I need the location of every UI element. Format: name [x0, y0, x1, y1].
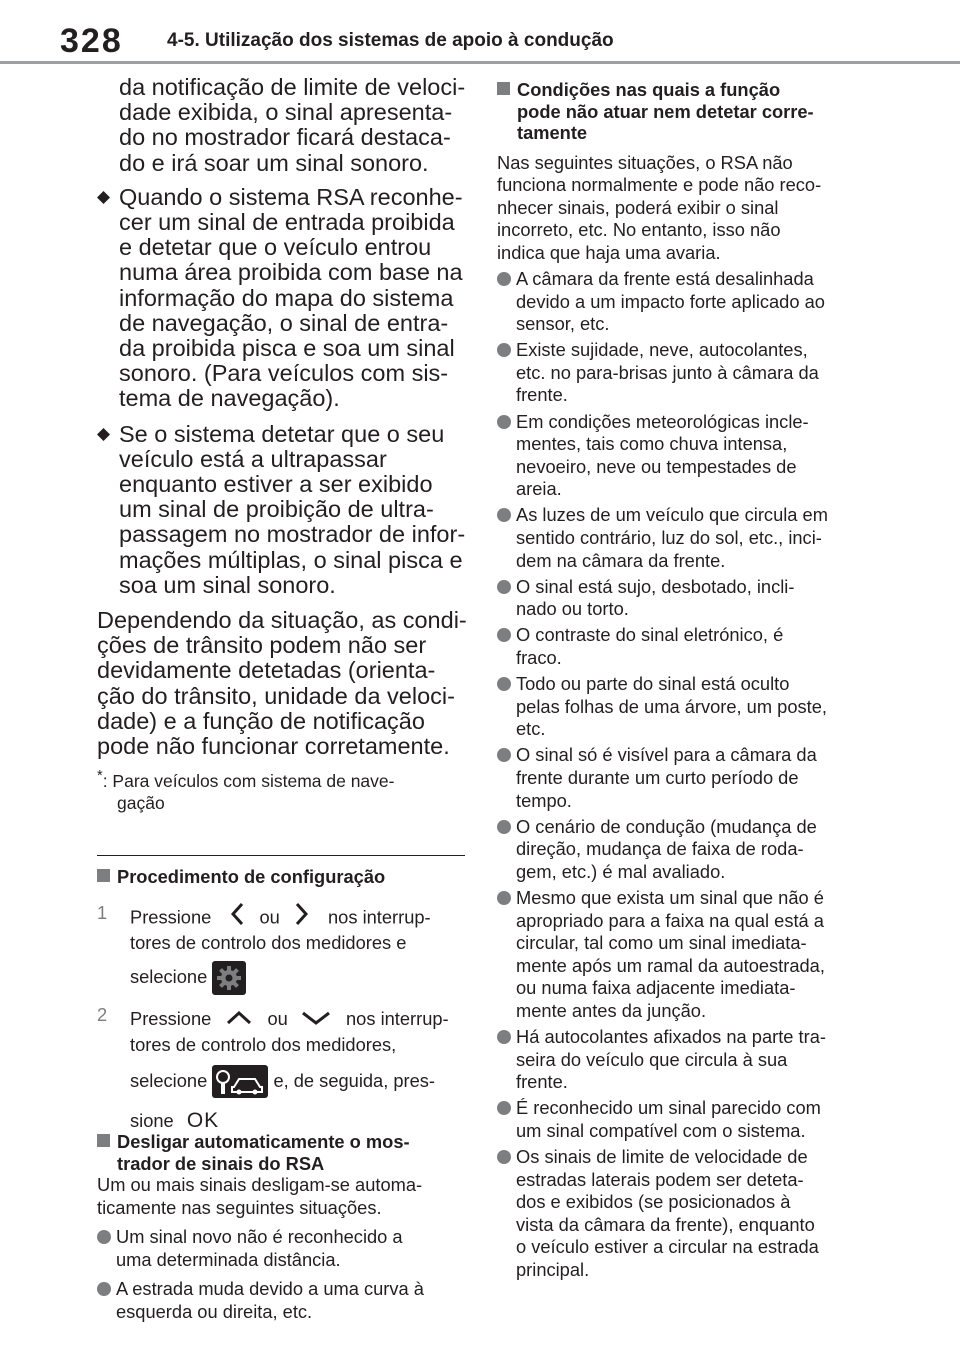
- text-line: um sinal compatível com o sistema.: [516, 1119, 806, 1141]
- text-line: circular, tal como um sinal imediata-: [516, 932, 807, 954]
- text-line: gem, etc.) é mal avaliado.: [516, 860, 726, 882]
- dot-bullet-item: [497, 268, 867, 336]
- dot-bullet-item: [497, 1026, 867, 1094]
- text-line: dade) e a função de notificação: [97, 707, 425, 734]
- text-line: soa um sinal sonoro.: [119, 571, 336, 598]
- text-line: estradas laterais podem ser deteta-: [516, 1168, 804, 1190]
- section-divider: [97, 855, 465, 856]
- text-line: A estrada muda devido a uma curva à: [116, 1278, 424, 1300]
- heading-text: Procedimento de configuração: [117, 866, 386, 887]
- text-line: dade exibida, o sinal apresenta-: [119, 99, 453, 126]
- text-line: Se o sistema detetar que o seu: [119, 420, 445, 447]
- dot-bullet-icon: [497, 628, 511, 642]
- dot-bullet-icon: [497, 748, 511, 762]
- text-line: ticamente nas seguintes situações.: [97, 1196, 382, 1218]
- text-line: esquerda ou direita, etc.: [116, 1300, 313, 1322]
- step-text-part: ou: [259, 905, 280, 927]
- diamond-bullet-item: [97, 185, 467, 412]
- text-line: Condições nas quais a função: [517, 79, 781, 100]
- text-line: sonoro. (Para veículos com sis-: [119, 360, 449, 387]
- conditions-heading: [497, 79, 867, 144]
- conditions-list: [497, 268, 867, 1282]
- diamond-bullet-icon: [97, 191, 110, 204]
- text-line: veículo está a ultrapassar: [119, 445, 387, 472]
- text-line: e detetar que o veículo entrou: [119, 234, 432, 261]
- text-line: mentes, tais como chuva intensa,: [516, 433, 788, 455]
- text-line: Mesmo que exista um sinal que não é: [516, 886, 824, 908]
- text-line: do e irá soar um sinal sonoro.: [119, 149, 429, 176]
- square-bullet-icon: [97, 869, 110, 882]
- dot-bullet-icon: [497, 677, 511, 691]
- dot-bullet-icon: [97, 1230, 111, 1244]
- chevron-up-icon: [226, 1005, 252, 1035]
- text-line: frente durante um curto período de: [516, 766, 799, 788]
- text-line: tores de controlo dos medidores,: [130, 1033, 397, 1055]
- text-line: Dependendo da situação, as condi-: [97, 607, 467, 634]
- text-line: O sinal só é visível para a câmara da: [516, 744, 817, 766]
- text-line: Existe sujidade, neve, autocolantes,: [516, 339, 808, 361]
- step-text-part: nos interrup-: [346, 1007, 449, 1029]
- dot-bullet-item: [497, 1146, 867, 1282]
- text-line: Nas seguintes situações, o RSA não: [497, 151, 793, 173]
- step-text-part: Pressione: [130, 905, 212, 927]
- text-line: O cenário de condução (mudança de: [516, 815, 817, 837]
- dot-bullet-icon: [497, 1101, 511, 1115]
- dot-bullet-icon: [97, 1282, 111, 1296]
- dot-bullet-item: [497, 673, 867, 741]
- text-line: tores de controlo dos medidores e: [130, 931, 407, 953]
- step-text-part: nos interrup-: [328, 905, 431, 927]
- text-line: O sinal está sujo, desbotado, incli-: [516, 575, 795, 597]
- footnote-star: *: [97, 768, 103, 785]
- text-line: ções de trânsito podem não ser: [97, 632, 427, 659]
- procedure-heading: [97, 866, 467, 888]
- dot-bullet-item: [497, 504, 867, 572]
- text-line: tempo.: [516, 789, 572, 811]
- text-line: Os sinais de limite de velocidade de: [516, 1145, 808, 1167]
- chevron-left-icon: [230, 902, 244, 935]
- text-line: Desligar automaticamente o mos-: [117, 1131, 410, 1152]
- text-line: É reconhecido um sinal parecido com: [516, 1097, 821, 1119]
- text-line: tamente: [517, 122, 588, 143]
- step-text: [97, 1004, 467, 1138]
- dot-bullet-icon: [497, 415, 511, 429]
- text-line: devidamente detetadas (orienta-: [97, 657, 436, 684]
- text-line: Em condições meteorológicas incle-: [516, 410, 809, 432]
- step-1: [97, 902, 467, 996]
- auto-off-intro: [97, 1174, 469, 1219]
- dot-bullet-item: [497, 576, 867, 621]
- diamond-bullet-item: [97, 422, 467, 598]
- text-line: da proibida pisca e soa um sinal: [119, 335, 455, 362]
- text-line: ou numa faixa adjacente imediata-: [516, 977, 796, 999]
- text-line: dem na câmara da frente.: [516, 549, 726, 571]
- page-number: 328: [60, 22, 123, 60]
- text-line: nevoeiro, neve ou tempestades de: [516, 455, 797, 477]
- dot-bullet-item: [97, 1278, 469, 1323]
- text-line: nado ou torto.: [516, 598, 629, 620]
- text-line: de navegação, o sinal de entra-: [119, 309, 449, 336]
- step-text-part: selecione: [130, 965, 208, 987]
- diamond-bullet-icon: [97, 428, 110, 441]
- text-line: numa área proibida com base na: [119, 259, 463, 286]
- dot-bullet-icon: [497, 580, 511, 594]
- step-text: [97, 902, 467, 996]
- dot-bullet-item: [497, 339, 867, 407]
- text-line: A câmara da frente está desalinhada: [516, 267, 814, 289]
- section-title: 4-5. Utilização dos sistemas de apoio à condução: [167, 30, 614, 51]
- auto-off-section: [97, 1131, 469, 1324]
- dot-bullet-icon: [497, 1150, 511, 1164]
- step-text-part: ou: [267, 1007, 288, 1029]
- step-text-part: Pressione: [130, 1007, 212, 1029]
- dot-bullet-item: [497, 1097, 867, 1142]
- text-line: As luzes de um veículo que circula em: [516, 504, 828, 526]
- conditions-intro: [497, 152, 867, 265]
- dot-bullet-item: [497, 744, 867, 812]
- text-line: funciona normalmente e pode não reco-: [497, 174, 822, 196]
- step-2: [97, 1004, 467, 1138]
- text-line: areia.: [516, 478, 562, 500]
- text-line: devido a um impacto forte aplicado ao: [516, 290, 825, 312]
- text-line: mações múltiplas, o sinal pisca e: [119, 546, 463, 573]
- text-line: Há autocolantes afixados na parte tra-: [516, 1025, 826, 1047]
- text-line: O contraste do sinal eletrónico, é: [516, 624, 784, 646]
- dot-bullet-item: [497, 816, 867, 884]
- step-text-part: selecione: [130, 1069, 208, 1091]
- text-line: indica que haja uma avaria.: [497, 241, 721, 263]
- body-paragraph: [97, 608, 467, 759]
- text-line: pode não atuar nem detetar corre-: [517, 100, 814, 122]
- text-line: dos e exibidos (se posicionados à: [516, 1191, 791, 1213]
- road-sign-assist-icon: [212, 1065, 268, 1098]
- text-line: nhecer sinais, poderá exibir o sinal: [497, 196, 779, 218]
- text-line: pode não funcionar corretamente.: [97, 733, 450, 760]
- dot-bullet-item: [497, 411, 867, 501]
- text-line: seira do veículo que circula à sua: [516, 1048, 788, 1070]
- square-bullet-icon: [497, 82, 510, 95]
- right-column: [497, 79, 867, 1282]
- step-text-part: sione: [130, 1109, 174, 1131]
- text-line: fraco.: [516, 646, 562, 668]
- text-line: pelas folhas de uma árvore, um poste,: [516, 695, 827, 717]
- dot-bullet-item: [497, 887, 867, 1023]
- dot-bullet-icon: [497, 343, 511, 357]
- text-line: da notificação de limite de veloci-: [119, 74, 466, 100]
- chevron-right-icon: [295, 902, 309, 935]
- text-line: informação do mapa do sistema: [119, 284, 454, 311]
- settings-gear-icon: [212, 961, 246, 995]
- dot-bullet-item: [97, 1226, 469, 1271]
- text-line: trador de sinais do RSA: [117, 1152, 325, 1174]
- text-line: tema de navegação).: [119, 385, 340, 412]
- text-line: passagem no mostrador de infor-: [119, 521, 466, 548]
- text-line: uma determinada distância.: [116, 1248, 341, 1270]
- text-line: sensor, etc.: [516, 313, 610, 335]
- text-line: cer um sinal de entrada proibida: [119, 209, 455, 236]
- text-line: Quando o sistema RSA reconhe-: [119, 183, 463, 210]
- footnote-text: : Para veículos com sistema de nave-: [102, 771, 395, 792]
- left-column: [97, 75, 467, 814]
- text-line: Um ou mais sinais desligam-se automa-: [97, 1174, 423, 1195]
- continued-text: [97, 75, 467, 176]
- page-header: [0, 0, 960, 66]
- text-line: frente.: [516, 1071, 568, 1093]
- dot-bullet-icon: [497, 891, 511, 905]
- text-line: o veículo estiver a circular na estrada: [516, 1236, 819, 1258]
- ok-button-label: OK: [186, 1108, 220, 1132]
- text-line: ção do trânsito, unidade da veloci-: [97, 682, 455, 709]
- auto-off-heading: [97, 1131, 469, 1174]
- text-line: etc.: [516, 718, 546, 740]
- text-line: incorreto, etc. No entanto, isso não: [497, 219, 781, 241]
- dot-bullet-icon: [497, 1030, 511, 1044]
- text-line: vista da câmara da frente), enquanto: [516, 1213, 815, 1235]
- text-line: do no mostrador ficará destaca-: [119, 124, 451, 151]
- chevron-down-icon: [301, 1005, 331, 1035]
- footnote-text-cont: gação: [117, 793, 165, 814]
- text-line: Um sinal novo não é reconhecido a: [116, 1226, 403, 1248]
- text-line: Todo ou parte do sinal está oculto: [516, 673, 790, 695]
- header-rule: [0, 61, 960, 64]
- text-line: principal.: [516, 1258, 590, 1280]
- text-line: apropriado para a faixa na qual está a: [516, 909, 824, 931]
- step-text-part: e, de seguida, pres-: [273, 1069, 436, 1091]
- text-line: direção, mudança de faixa de roda-: [516, 838, 804, 860]
- text-line: frente.: [516, 384, 568, 406]
- text-line: etc. no para-brisas junto à câmara da: [516, 361, 819, 383]
- square-bullet-icon: [97, 1134, 110, 1147]
- text-line: um sinal de proibição de ultra-: [119, 496, 434, 523]
- step-number: 2: [97, 1003, 108, 1025]
- procedure-section: [97, 868, 467, 1138]
- step-number: 1: [97, 901, 108, 923]
- text-line: mente antes da junção.: [516, 999, 707, 1021]
- text-line: enquanto estiver a ser exibido: [119, 471, 433, 498]
- dot-bullet-item: [497, 624, 867, 669]
- dot-bullet-icon: [497, 508, 511, 522]
- text-line: mente após um ramal da autoestrada,: [516, 954, 825, 976]
- dot-bullet-icon: [497, 820, 511, 834]
- footnote: [97, 765, 467, 814]
- dot-bullet-icon: [497, 272, 511, 286]
- text-line: sentido contrário, luz do sol, etc., inci-: [516, 527, 822, 548]
